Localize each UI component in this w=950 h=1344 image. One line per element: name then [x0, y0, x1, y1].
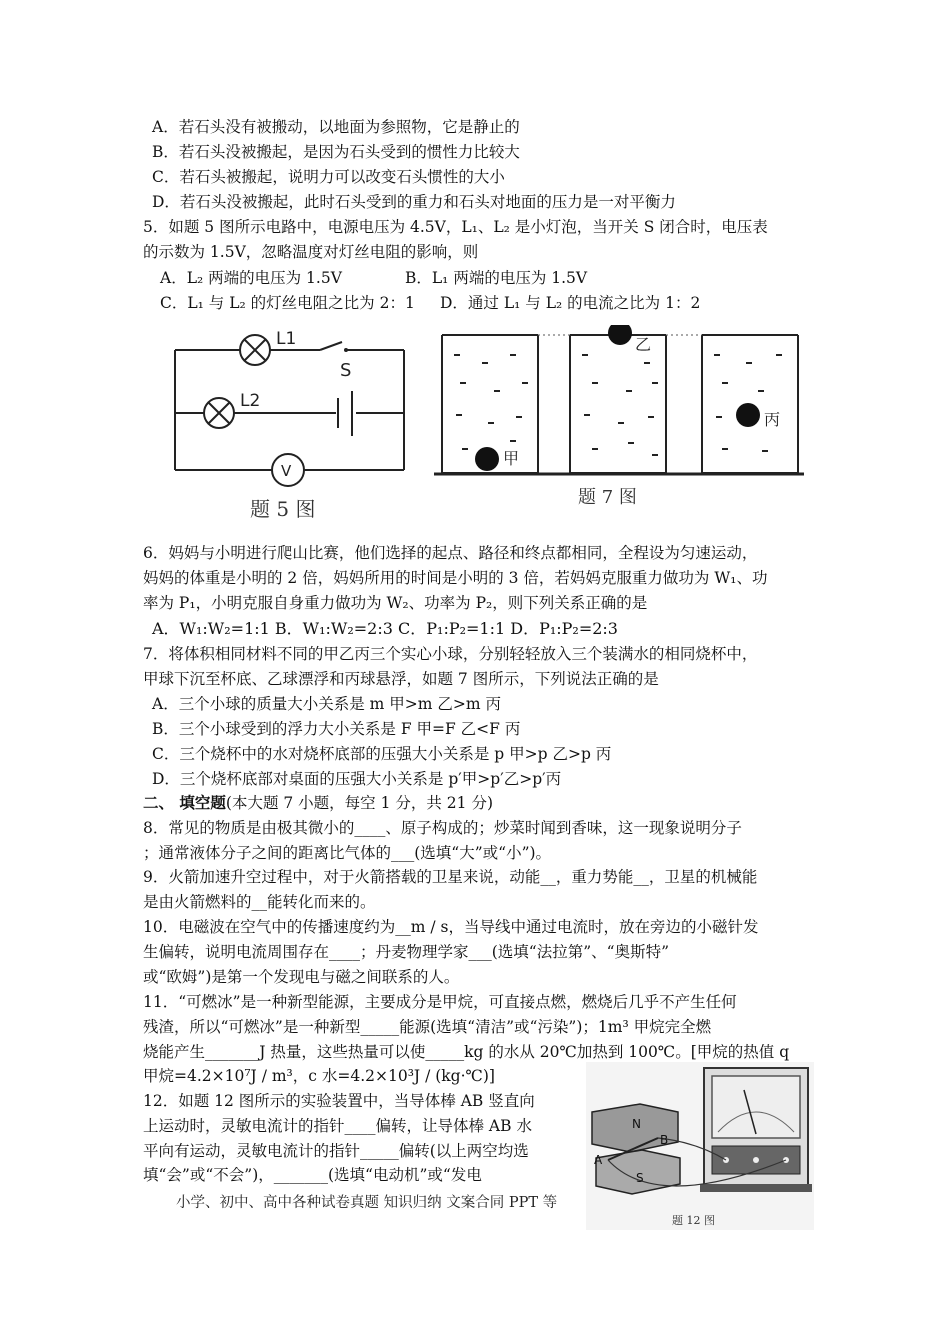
q9-line2: 是由火箭燃料的__能转化而来的。	[143, 893, 376, 911]
fig7-caption: 题 7 图	[578, 487, 637, 508]
q5-option-a: A．L₂ 两端的电压为 1.5V	[160, 269, 342, 287]
figure-5-circuit	[160, 318, 420, 528]
q7-option-b: B．三个小球受到的浮力大小关系是 F 甲=F 乙<F 丙	[152, 720, 521, 738]
q11-line3: 烧能产生_______J 热量，这些热量可以使_____kg 的水从 20℃加热到 100℃。[甲烷的热值 q	[143, 1043, 790, 1061]
q4-option-c: C．若石头被搬起，说明力可以改变石头惯性的大小	[152, 168, 505, 186]
q4-option-b: B．若石头没被搬起，是因为石头受到的惯性力比较大	[152, 143, 520, 161]
q10-line1: 10．电磁波在空气中的传播速度约为__m / s，当导线中通过电流时，放在旁边的小磁针发	[143, 918, 759, 936]
q12-line3: 平向有运动，灵敏电流计的指针_____偏转(以上两空均选	[143, 1142, 529, 1160]
footer-note: 小学、初中、高中各种试卷真题 知识归纳 文案合同 PPT 等	[176, 1195, 558, 1211]
q7-option-d: D．三个烧杯底部对桌面的压强大小关系是 p′甲>p′乙>p′丙	[152, 770, 562, 788]
fig7-label-jia: 甲	[503, 449, 520, 468]
q4-option-a: A．若石头没有被搬动，以地面为参照物，它是静止的	[152, 118, 520, 136]
fig5-label-l2: L2	[240, 391, 261, 411]
fig12-label-b: B	[660, 1133, 669, 1147]
fig5-caption: 题 5 图	[250, 497, 316, 521]
q11-line1: 11．“可燃冰”是一种新型能源，主要成分是甲烷，可直接点燃，燃烧后几乎不产生任何	[143, 993, 737, 1011]
q8-line2: ；通常液体分子之间的距离比气体的___(选填“大”或“小”)。	[143, 844, 552, 862]
q5-option-c: C．L₁ 与 L₂ 的灯丝电阻之比为 2：1	[160, 294, 415, 312]
q12-line1: 12．如题 12 图所示的实验装置中，当导体棒 AB 竖直向	[143, 1092, 535, 1110]
q7-line2: 甲球下沉至杯底、乙球漂浮和丙球悬浮，如题 7 图所示，下列说法正确的是	[143, 670, 659, 688]
q6-line1: 6．妈妈与小明进行爬山比赛，他们选择的起点、路径和终点都相同，全程设为匀速运动，	[143, 544, 758, 562]
q12-line2: 上运动时，灵敏电流计的指针____偏转，让导体棒 AB 水	[143, 1117, 532, 1135]
q5-option-d: D．通过 L₁ 与 L₂ 的电流之比为 1：2	[440, 294, 701, 312]
fig5-label-l1: L1	[276, 329, 297, 349]
q7-option-a: A．三个小球的质量大小关系是 m 甲>m 乙>m 丙	[152, 695, 501, 713]
q10-line3: 或“欧姆”)是第一个发现电与磁之间联系的人。	[143, 968, 460, 986]
q10-line2: 生偏转，说明电流周围存在____；丹麦物理学家___(选填“法拉第”、“奥斯特”	[143, 943, 669, 961]
q6-line2: 妈妈的体重是小明的 2 倍，妈妈所用的时间是小明的 3 倍，若妈妈克服重力做功为 W₁、功	[143, 569, 768, 587]
q6-options: A．W₁:W₂=1:1 B．W₁:W₂=2:3 C．P₁:P₂=1:1 D．P₁:P₂=2:3	[152, 619, 618, 638]
fig12-label-a: A	[594, 1153, 603, 1167]
section-2-title: 二、 填空题	[143, 793, 226, 812]
q11-line4: 甲烷=4.2×10⁷J / m³，c 水=4.2×10³J / (kg·℃)]	[143, 1067, 495, 1085]
figure-7-beakers	[432, 325, 812, 515]
q5-stem-line2: 的示数为 1.5V，忽略温度对灯丝电阻的影响，则	[143, 243, 479, 261]
fig12-caption: 题 12 图	[672, 1214, 715, 1227]
fig7-label-yi: 乙	[635, 335, 652, 354]
q4-option-d: D．若石头没被搬起，此时石头受到的重力和石头对地面的压力是一对平衡力	[152, 193, 676, 211]
q7-line1: 7．将体积相同材料不同的甲乙丙三个实心小球，分别轻轻放入三个装满水的相同烧杯中，	[143, 645, 758, 663]
section-2-note: (本大题 7 小题，每空 1 分，共 21 分)	[225, 794, 494, 812]
q12-line4: 填“会”或“不会”)，_______(选填“电动机”或“发电	[143, 1166, 482, 1184]
fig5-label-s: S	[340, 360, 352, 381]
q8-line1: 8．常见的物质是由极其微小的____、原子构成的；炒菜时闻到香味，这一现象说明分子	[143, 819, 742, 837]
q5-stem-line1: 5．如题 5 图所示电路中，电源电压为 4.5V，L₁、L₂ 是小灯泡，当开关 S 闭合时，电压表	[143, 218, 768, 236]
q7-option-c: C．三个烧杯中的水对烧杯底部的压强大小关系是 p 甲>p 乙>p 丙	[152, 745, 612, 763]
q5-option-b: B．L₁ 两端的电压为 1.5V	[405, 269, 588, 287]
fig5-label-v: V	[281, 462, 292, 480]
section-2-heading	[143, 793, 493, 813]
fig12-label-n: N	[632, 1117, 641, 1131]
fig12-label-s: S	[636, 1171, 644, 1185]
fig7-label-bing: 丙	[764, 410, 781, 429]
q6-line3: 率为 P₁，小明克服自身重力做功为 W₂、功率为 P₂，则下列关系正确的是	[143, 594, 648, 612]
figure-12-apparatus	[586, 1062, 814, 1230]
q9-line1: 9．火箭加速升空过程中，对于火箭搭载的卫星来说，动能__，重力势能__，卫星的机械能	[143, 868, 758, 886]
q11-line2: 残渣，所以“可燃冰”是一种新型_____能源(选填“清洁”或“污染”)；1m³ 甲烷完全燃	[143, 1018, 712, 1036]
